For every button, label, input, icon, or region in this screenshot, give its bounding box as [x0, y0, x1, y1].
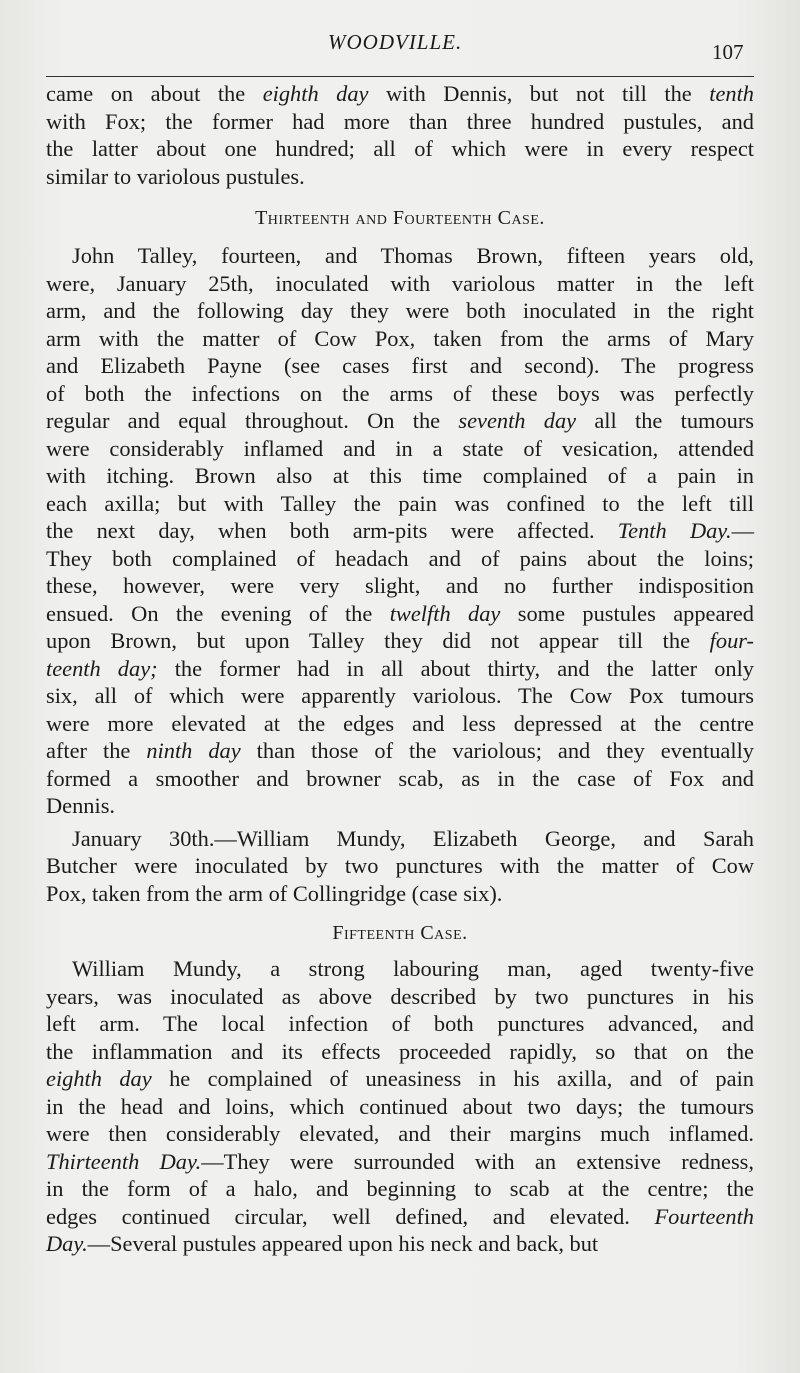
text-line: were then considerably elevated, and their margins much inflamed.	[46, 1121, 754, 1146]
text-line: were considerably inflamed and in a state of vesication, attended	[46, 435, 754, 461]
text-line: and Elizabeth Payne (see cases first and second). The progress	[46, 353, 754, 378]
text-line: similar to variolous pustules.	[46, 163, 305, 189]
text-line: teenth day; the former had in all about thirty, and the latter only	[46, 655, 755, 681]
text-line: each axilla; but with Talley the pain was confined to the left till	[46, 490, 754, 516]
text-line: six, all of which were apparently variolous. The Cow Pox tumours	[46, 683, 754, 708]
italic-phrase: seventh day	[458, 408, 577, 433]
text-line: regular and equal throughout. On the seventh day all the tumours	[46, 408, 754, 433]
running-title: WOODVILLE.	[328, 30, 463, 54]
text-line: were, January 25th, inoculated with variolous matter in the left	[46, 270, 754, 296]
text-line: William Mundy, a strong labouring man, aged twenty-five	[72, 956, 754, 981]
text-line: the inflammation and its effects proceeded rapidly, so that on the	[46, 1038, 754, 1064]
text-line: these, however, were very slight, and no further indisposition	[46, 573, 754, 598]
italic-phrase: twelfth day	[389, 600, 501, 626]
text-line: were more elevated at the edges and less depressed at the centre	[46, 710, 754, 736]
text-line: Thirteenth Day.—They were surrounded with an extensive redness,	[46, 1148, 754, 1174]
italic-phrase: Fourteenth	[654, 1203, 754, 1229]
paragraph	[46, 80, 754, 190]
case-heading: Thirteenth and Fourteenth Case.	[255, 207, 545, 229]
text-line: Dennis.	[46, 793, 116, 818]
text-line: years, was inoculated as above described by two punctures in his	[46, 983, 754, 1009]
text-line: Day.—Several pustules appeared upon his neck and back, but	[46, 1231, 599, 1256]
case-heading: Fifteenth Case.	[332, 922, 468, 944]
text-line: eighth day he complained of uneasiness in his axilla, and of pain	[46, 1066, 754, 1091]
text-line: January 30th.—William Mundy, Elizabeth George, and Sarah	[72, 825, 754, 851]
text-line: arm with the matter of Cow Pox, taken from the arms of Mary	[46, 325, 754, 351]
text-line: the latter about one hundred; all of which were in every respect	[46, 136, 754, 161]
italic-phrase: Thirteenth Day.	[46, 1148, 202, 1174]
text-line: Butcher were inoculated by two punctures with the matter of Cow	[46, 853, 754, 878]
running-head	[0, 30, 800, 64]
text-line: edges continued circular, well defined, and elevated. Fourteenth	[46, 1203, 754, 1229]
paragraph	[46, 242, 754, 820]
header-rule	[46, 76, 754, 77]
paragraph	[46, 955, 754, 1258]
text-line: Pox, taken from the arm of Collingridge (case six).	[46, 880, 503, 906]
text-line: in the head and loins, which continued about two days; the tumours	[46, 1093, 754, 1119]
text-line: the next day, when both arm-pits were affected. Tenth Day.—	[46, 518, 754, 543]
text-line: arm, and the following day they were both inoculated in the right	[46, 298, 754, 323]
text-line: in the form of a halo, and beginning to scab at the centre; the	[46, 1176, 754, 1201]
italic-phrase: eighth day	[46, 1066, 152, 1091]
page-number: 107	[712, 40, 744, 64]
text-line: after the ninth day than those of the variolous; and they eventually	[46, 738, 754, 763]
text-line: with itching. Brown also at this time complained of a pain in	[46, 463, 754, 488]
italic-phrase: four-	[709, 628, 754, 653]
italic-phrase: tenth	[709, 81, 754, 106]
text-line: left arm. The local infection of both punctures advanced, and	[46, 1011, 754, 1036]
text-line: with Fox; the former had more than three hundred pustules, and	[46, 108, 754, 134]
italic-phrase: eighth day	[262, 81, 369, 106]
text-line: came on about the eighth day with Dennis, but not till the tenth	[46, 81, 754, 106]
text-line: ensued. On the evening of the twelfth day some pustules appeared	[46, 600, 754, 626]
italic-phrase: ninth day	[146, 738, 241, 763]
text-line: of both the infections on the arms of these boys was perfectly	[46, 380, 754, 406]
page-body	[46, 80, 754, 1258]
italic-phrase: Day.	[46, 1231, 88, 1256]
text-line: formed a smoother and browner scab, as in the case of Fox and	[46, 765, 754, 791]
italic-phrase: teenth day;	[46, 655, 158, 681]
paragraph	[46, 825, 754, 908]
text-line: They both complained of headach and of pains about the loins;	[46, 545, 754, 571]
text-line: John Talley, fourteen, and Thomas Brown, fifteen years old,	[72, 243, 754, 268]
text-line: upon Brown, but upon Talley they did not appear till the four-	[46, 628, 754, 653]
italic-phrase: Tenth Day.	[617, 518, 732, 543]
